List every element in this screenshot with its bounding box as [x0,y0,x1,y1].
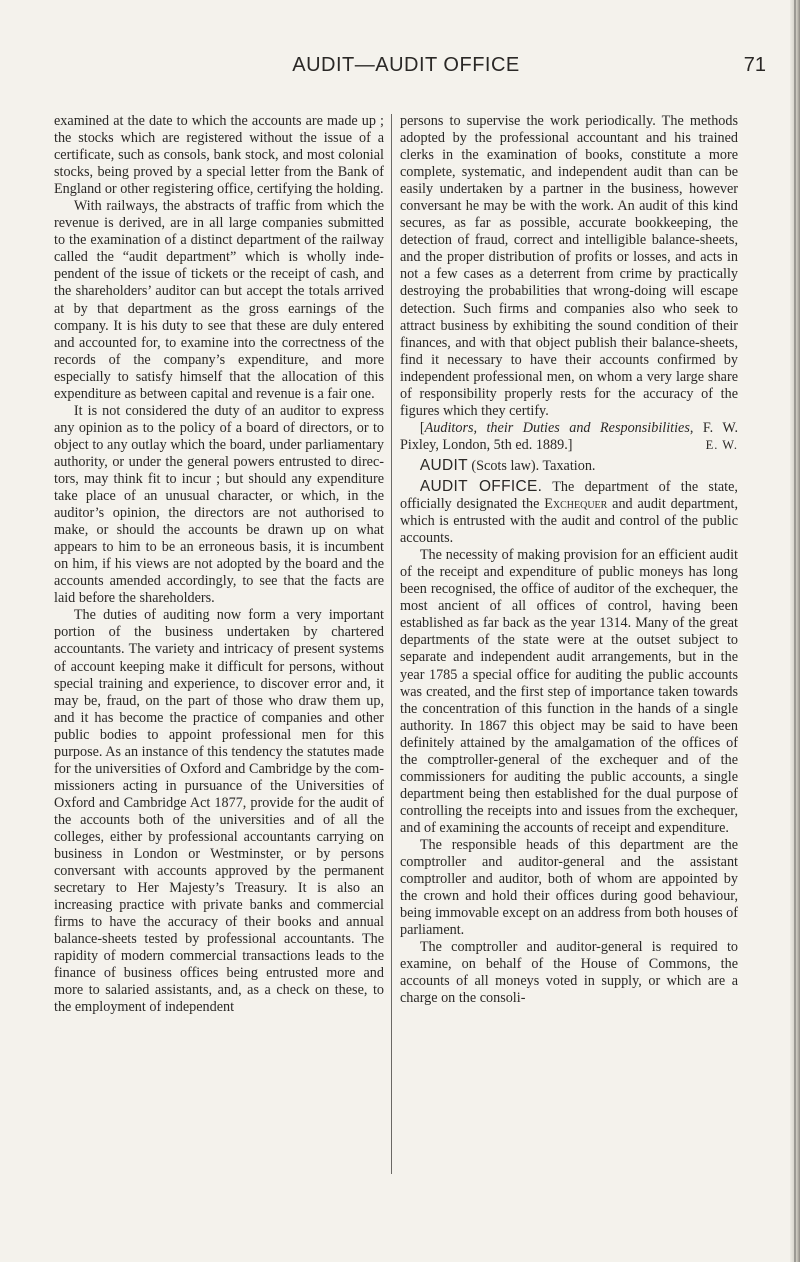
entry-headword: AUDIT [419,456,468,474]
entry-text: and audit department, which is entrusted with the audit and control of the public accounts. [400,496,738,547]
paragraph: The duties of auditing now form a very important portion of the business undertaken by chartered accountants. The variety and intricacy of present systems of account keeping make it difficult for persons, without special training and experience, to discover error and, it may be, fraud, on the part of those who draw them up, and it has become the practice of companies and other public bodies to appoint professional men for this purpose. As an instance of this tendency the statutes made for the universities of Oxford and Cambridge by the commissioners acting in pursuance of the Universities of Oxford and Cambridge Act 1877, provide for the audit of the accounts both of the universities and of all the colleges, either by professional accountants carrying on business in London or Westminster, or by persons conversant with accounts approved by the permanent secretary to Her Majesty’s Treasury. It is also an increasing practice with private banks and commercial firms to have the accuracy of their books and annual balance-sheets tested by professional accountants. The rapidity of modern commercial transactions leads to the finance of business offices being entrusted more and more to salaried assistants, and, as a check on these, to the employment of independent [54,607,384,1016]
cross-reference-entry [400,457,738,475]
paragraph: examined at the date to which the accounts are made up ; the stocks which are registered without the issue of a certificate, such as consols, bank stock, and most colonial stocks, being proved by a special letter from the Bank of England or other registering office, certifying the holding. [54,113,384,198]
page-header [46,52,766,82]
bibliography [400,420,738,454]
bibliography-details: , F. W. Pixley, London, 5th ed. 1889.] [400,419,738,453]
entry-audit-office [400,478,738,547]
entry-text: The department of the state, officially designated the [400,478,738,513]
column-divider [391,114,392,1174]
paragraph: The responsible heads of this department are the comptroller and auditor-general and the assistant comptroller and auditor, both of whom are appointed by the crown and hold their offices during good behaviour, being immovable except on an address from both houses of parliament. [400,836,738,939]
paragraph: The necessity of making provision for an efficient audit of the receipt and expenditure of public moneys has long been recognised, the office of auditor of the exchequer, the most ancient of all offices of control, having been established as far back as the year 1314. Many of the great departments of the state were at the outset subject to separate and independent audit arrangements, but in the year 1785 a special office for auditing the public accounts was created, and the first step of importance taken towards the concentration of this function in the hands of a single authority. In 1867 this object may be said to have been definitely attained by the amalgamation of the offices of the comptroller-general of the exchequer and of the commissioners for auditing the public accounts, a single department being then established for the dual purpose of controlling the receipts into and issues from the exchequer, and of examining the accounts of receipt and expenditure. [400,547,738,836]
bracket: [ [419,419,425,436]
left-column [54,113,384,1016]
page-edge-line [794,0,796,1262]
paragraph: It is not considered the duty of an auditor to express any opinion as to the policy of a board of directors, or to object to any outlay which the board, under parliamentary authority, or under the general powers entrusted to directors, may think fit to incur ; but should any expenditure take place of an unusual character, or which, in the auditor’s opinion, the directors are not authorised to make, or should the accounts be drawn up on what appears to him to be an erroneous basis, it is incumbent on him, if his views are not adopted by the board and the accounts amended accordingly, to see that the facts are laid before the shareholders. [54,402,384,607]
author-signature: E. W. [705,437,738,452]
right-column [400,113,738,1007]
entry-headword: AUDIT OFFICE. [419,477,543,495]
paragraph: With railways, the abstracts of traffic from which the revenue is derived, are in all large companies submitted to the examination of a distinct department of the railway called the “audit department” which is wholly independent of the issue of tickets or the receipt of cash, and the shareholders’ auditor can but accept the totals arrived at by that department as the gross earnings of the company. It is his duty to see that these are duly entered and accounted for, to examine into the correctness of the records of the company’s expenditure, and more especially to satisfy himself that the allocation of this expenditure as between capital and revenue is a fair one. [54,198,384,402]
paragraph: The comptroller and auditor-general is required to examine, on behalf of the House of Commons, the accounts of all moneys voted in supply, or which are a charge on the consoli- [400,939,738,1007]
running-head: AUDIT—AUDIT OFFICE [292,54,520,76]
cross-reference-text: (Scots law). Taxation. [467,457,596,474]
small-caps-term: Exchequer [544,496,608,513]
bibliography-title: Auditors, their Duties and Responsibilities [424,419,690,436]
paragraph: persons to supervise the work periodically. The methods adopted by the professional accountant and his trained clerks in the examination of books, constitute a more complete, systematic, and independent audit than can be easily undertaken by a partner in the business, however conversant he may be with the work. An audit of this kind secures, as far as possible, accurate bookkeeping, the detection of fraud, correct and intelligible balance-sheets, and the proper distribution of profits or losses, and acts in not a few cases as a deterrent from crime by practically destroying the probabilities that wrong-doing will escape detection. Such firms and companies also who seek to attract business by exhibiting the sound condition of their finances, and with that object publish their balance-sheets, find it necessary to have their accounts confirmed by independent professional men, on whom a very large share of responsibility properly rests for the accuracy of the figures which they certify. [400,113,738,419]
page-number: 71 [743,54,766,76]
